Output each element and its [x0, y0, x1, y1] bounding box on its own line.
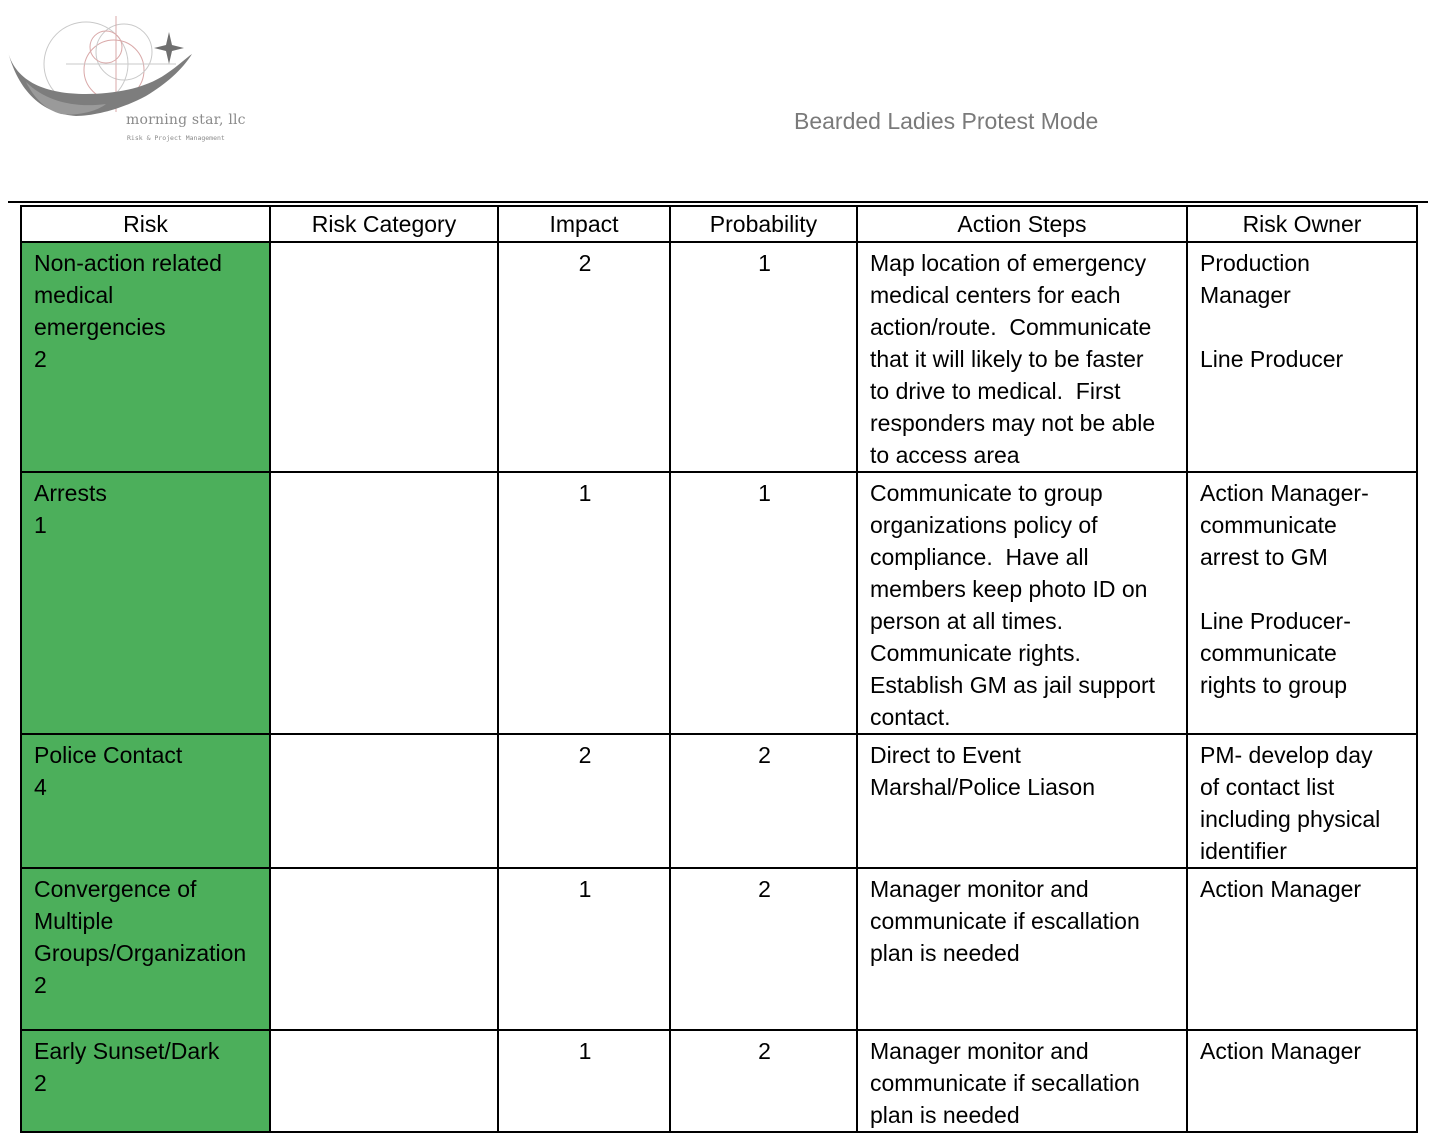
- action-step-text: action/route. Communicate: [870, 314, 1152, 340]
- risk-table: [20, 205, 1418, 1133]
- risk-cell: [21, 472, 270, 734]
- action-step-text: Communicate rights.: [870, 640, 1081, 666]
- probability-cell: 2: [670, 868, 857, 1030]
- action-steps-cell: [857, 734, 1187, 868]
- risk-owner-cell: [1187, 1030, 1417, 1132]
- risk-text: emergencies: [34, 314, 166, 340]
- risk-text: medical: [34, 282, 114, 308]
- risk-text: 2: [34, 1070, 47, 1096]
- impact-cell: 1: [498, 1030, 670, 1132]
- header-impact: Impact: [498, 206, 670, 242]
- risk-owner-text: PM- develop day: [1200, 742, 1373, 768]
- risk-text: 4: [34, 774, 47, 800]
- action-step-text: medical centers for each: [870, 282, 1121, 308]
- action-steps-cell: [857, 472, 1187, 734]
- owner-spacer: [1200, 311, 1406, 343]
- risk-text: 2: [34, 972, 47, 998]
- risk-cell: [21, 734, 270, 868]
- action-steps-cell: [857, 868, 1187, 1030]
- action-step-text: to access area: [870, 442, 1020, 468]
- action-step-text: members keep photo ID on: [870, 576, 1148, 602]
- risk-category-cell: [270, 472, 498, 734]
- impact-cell: 1: [498, 472, 670, 734]
- impact-cell: 2: [498, 242, 670, 472]
- header-risk: Risk: [21, 206, 270, 242]
- table-row: [21, 734, 1417, 868]
- risk-category-cell: [270, 734, 498, 868]
- risk-category-cell: [270, 1030, 498, 1132]
- risk-text: Convergence of: [34, 876, 197, 902]
- action-step-text: plan is needed: [870, 1102, 1020, 1128]
- table-header-row: [21, 206, 1417, 242]
- risk-owner-cell: [1187, 242, 1417, 472]
- action-step-text: Communicate to group: [870, 480, 1103, 506]
- action-step-text: Marshal/Police Liason: [870, 774, 1096, 800]
- impact-cell: 1: [498, 868, 670, 1030]
- action-step-text: responders may not be able: [870, 410, 1156, 436]
- owner-spacer: [1200, 573, 1406, 605]
- risk-text: Arrests: [34, 480, 107, 506]
- risk-owner-text: Action Manager: [1200, 876, 1362, 902]
- risk-owner-text: Line Producer: [1200, 346, 1344, 372]
- action-step-text: Manager monitor and: [870, 876, 1089, 902]
- logo-tagline: Risk & Project Management: [127, 134, 225, 142]
- action-step-text: compliance. Have all: [870, 544, 1089, 570]
- risk-owner-text: Line Producer-: [1200, 608, 1351, 634]
- risk-text: 1: [34, 512, 47, 538]
- risk-category-cell: [270, 868, 498, 1030]
- risk-owner-text: communicate: [1200, 512, 1337, 538]
- impact-cell: 2: [498, 734, 670, 868]
- action-steps-cell: [857, 1030, 1187, 1132]
- action-step-text: to drive to medical. First: [870, 378, 1121, 404]
- risk-owner-text: Production: [1200, 250, 1310, 276]
- action-step-text: that it will likely to be faster: [870, 346, 1144, 372]
- risk-text: Police Contact: [34, 742, 183, 768]
- risk-owner-cell: [1187, 472, 1417, 734]
- risk-owner-text: communicate: [1200, 640, 1337, 666]
- action-steps-cell: [857, 242, 1187, 472]
- table-row: [21, 868, 1417, 1030]
- logo-name: morning star, llc: [126, 112, 246, 128]
- action-step-text: communicate if escallation: [870, 908, 1140, 934]
- header-rule: [8, 201, 1428, 203]
- risk-text: Multiple: [34, 908, 114, 934]
- table-row: [21, 242, 1417, 472]
- risk-text: Early Sunset/Dark: [34, 1038, 220, 1064]
- action-step-text: Direct to Event: [870, 742, 1021, 768]
- action-step-text: Establish GM as jail support: [870, 672, 1156, 698]
- risk-text: Groups/Organization: [34, 940, 247, 966]
- action-step-text: Map location of emergency: [870, 250, 1147, 276]
- action-step-text: person at all times.: [870, 608, 1064, 634]
- action-step-text: contact.: [870, 704, 951, 730]
- risk-owner-text: including physical: [1200, 806, 1381, 832]
- risk-cell: [21, 868, 270, 1030]
- risk-owner-text: rights to group: [1200, 672, 1348, 698]
- table-row: [21, 1030, 1417, 1132]
- table-row: [21, 472, 1417, 734]
- action-step-text: organizations policy of: [870, 512, 1098, 538]
- probability-cell: 1: [670, 472, 857, 734]
- risk-category-cell: [270, 242, 498, 472]
- header-action-steps: Action Steps: [857, 206, 1187, 242]
- risk-text: Non-action related: [34, 250, 222, 276]
- action-step-text: communicate if secallation: [870, 1070, 1140, 1096]
- header-probability: Probability: [670, 206, 857, 242]
- risk-owner-text: identifier: [1200, 838, 1287, 864]
- risk-owner-text: Action Manager-: [1200, 480, 1369, 506]
- risk-cell: [21, 242, 270, 472]
- risk-text: 2: [34, 346, 47, 372]
- risk-owner-cell: [1187, 868, 1417, 1030]
- header-risk-owner: Risk Owner: [1187, 206, 1417, 242]
- risk-owner-cell: [1187, 734, 1417, 868]
- risk-owner-text: of contact list: [1200, 774, 1335, 800]
- risk-cell: [21, 1030, 270, 1132]
- action-step-text: plan is needed: [870, 940, 1020, 966]
- probability-cell: 2: [670, 734, 857, 868]
- probability-cell: 2: [670, 1030, 857, 1132]
- risk-owner-text: arrest to GM: [1200, 544, 1328, 570]
- risk-owner-text: Action Manager: [1200, 1038, 1362, 1064]
- action-step-text: Manager monitor and: [870, 1038, 1089, 1064]
- risk-owner-text: Manager: [1200, 282, 1291, 308]
- probability-cell: 1: [670, 242, 857, 472]
- company-logo: [6, 12, 246, 142]
- document-title: Bearded Ladies Protest Mode: [794, 108, 1099, 134]
- header-risk-category: Risk Category: [270, 206, 498, 242]
